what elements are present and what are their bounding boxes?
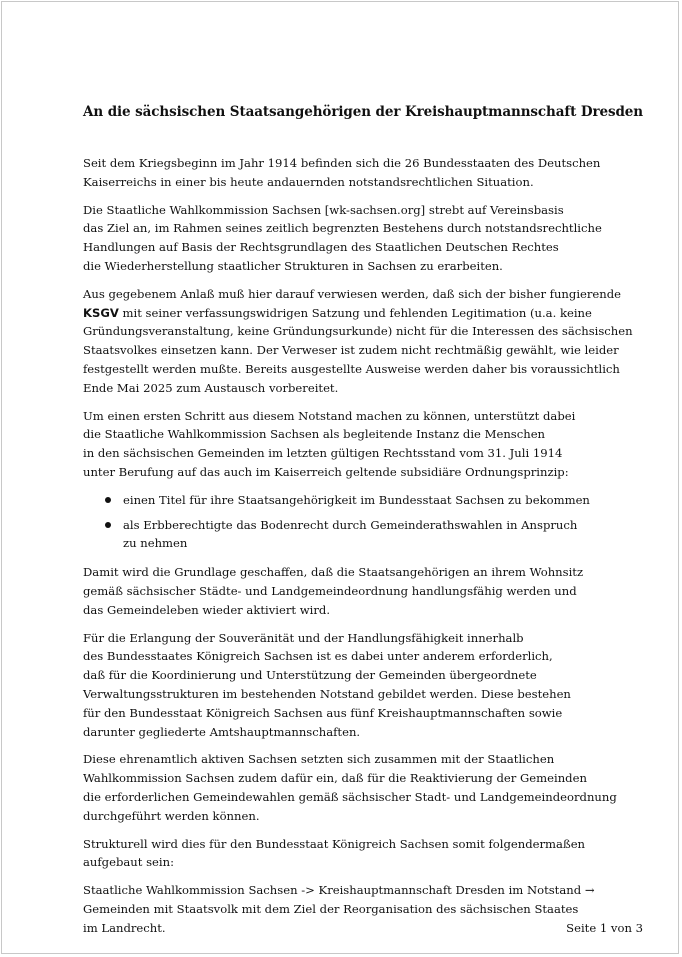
paragraph-7 xyxy=(83,750,643,825)
text-line: Strukturell wird dies für den Bundesstaat Königreich Sachsen somit folgendermaßen xyxy=(83,836,586,851)
text-line: Ende Mai 2025 zum Austausch vorbereitet. xyxy=(83,380,339,395)
text-line: darunter gegliederte Amtshauptmannschaften. xyxy=(83,724,361,739)
list-item xyxy=(83,516,643,554)
text-line: Gründungsveranstaltung, keine Gründungsurkunde) nicht für die Interessen des sächsischen xyxy=(83,324,633,339)
ksgv-abbreviation: KSGV xyxy=(83,305,119,320)
document-title: An die sächsischen Staatsangehörigen der Kreishauptmannschaft Dresden xyxy=(83,104,644,120)
text-line: Gemeinden mit Staatsvolk mit dem Ziel der Reorganisation des sächsischen Staates xyxy=(83,901,579,916)
text-line: Damit wird die Grundlage geschaffen, daß die Staatsangehörigen an ihrem Wohnsitz xyxy=(83,565,584,580)
text-line: durchgeführt werden können. xyxy=(83,808,260,823)
paragraph-3 xyxy=(83,285,643,398)
text-line: Um einen ersten Schritt aus diesem Notstand machen zu können, unterstützt dabei xyxy=(83,408,576,423)
paragraph-6 xyxy=(83,629,643,742)
bullet-icon xyxy=(105,522,111,528)
text-line: Wahlkommission Sachsen zudem dafür ein, daß für die Reaktivierung der Gemeinden xyxy=(83,771,587,786)
text-line: festgestellt werden mußte. Bereits ausgestellte Ausweise werden daher bis voraussichtlich xyxy=(83,361,620,376)
text-line: Staatliche Wahlkommission Sachsen -> Kreishauptmannschaft Dresden im Notstand → xyxy=(83,883,595,898)
text-line: des Bundesstaates Königreich Sachsen ist es dabei unter anderem erforderlich, xyxy=(83,649,553,664)
paragraph-1 xyxy=(83,154,643,192)
text-fragment: mit seiner verfassungswidrigen Satzung und fehlenden Legitimation (u.a. keine xyxy=(122,305,592,320)
page-number: Seite 1 von 3 xyxy=(566,920,643,935)
list-item xyxy=(83,491,643,510)
text-line: zu nehmen xyxy=(123,536,188,551)
paragraph-8 xyxy=(83,835,643,873)
paragraph-9 xyxy=(83,881,643,937)
text-line: einen Titel für ihre Staatsangehörigkeit im Bundesstaat Sachsen zu bekommen xyxy=(123,492,590,507)
text-line: gemäß sächsischer Städte- und Landgemeindeordnung handlungsfähig werden und xyxy=(83,583,577,598)
document-body xyxy=(83,104,643,946)
text-line: Für die Erlangung der Souveränität und der Handlungsfähigkeit innerhalb xyxy=(83,630,524,645)
text-line: das Ziel an, im Rahmen seines zeitlich begrenzten Bestehens durch notstandsrechtliche xyxy=(83,221,602,236)
text-line: für den Bundesstaat Königreich Sachsen aus fünf Kreishauptmannschaften sowie xyxy=(83,705,563,720)
text-line: unter Berufung auf das auch im Kaiserreich geltende subsidiäre Ordnungsprinzip: xyxy=(83,464,569,479)
text-line: im Landrecht. xyxy=(83,920,166,935)
text-line: als Erbberechtigte das Bodenrecht durch Gemeinderathswahlen in Anspruch xyxy=(123,517,578,532)
text-line: die Staatliche Wahlkommission Sachsen als begleitende Instanz die Menschen xyxy=(83,427,546,442)
text-line: die erforderlichen Gemeindewahlen gemäß sächsischer Stadt- und Landgemeindeordnung xyxy=(83,789,617,804)
text-line: daß für die Koordinierung und Unterstützung der Gemeinden übergeordnete xyxy=(83,668,537,683)
text-line: Diese ehrenamtlich aktiven Sachsen setzten sich zusammen mit der Staatlichen xyxy=(83,752,555,767)
text-line: Staatsvolkes einsetzen kann. Der Verweser ist zudem nicht rechtmäßig gewählt, wie leider xyxy=(83,343,619,358)
text-line: Verwaltungsstrukturen im bestehenden Notstand gebildet werden. Diese bestehen xyxy=(83,686,571,701)
text-line: in den sächsischen Gemeinden im letzten gültigen Rechtsstand vom 31. Juli 1914 xyxy=(83,446,563,461)
text-line: Aus gegebenem Anlaß muß hier darauf verwiesen werden, daß sich der bisher fungierende xyxy=(83,286,622,301)
text-line xyxy=(83,304,643,323)
paragraph-5 xyxy=(83,563,643,619)
text-line: Die Staatliche Wahlkommission Sachsen [wk-sachsen.org] strebt auf Vereinsbasis xyxy=(83,202,564,217)
text-line: das Gemeindeleben wieder aktiviert wird. xyxy=(83,602,331,617)
text-line: die Wiederherstellung staatlicher Strukturen in Sachsen zu erarbeiten. xyxy=(83,258,503,273)
text-line: Seit dem Kriegsbeginn im Jahr 1914 befinden sich die 26 Bundesstaaten des Deutschen xyxy=(83,156,601,170)
bullet-icon xyxy=(105,497,111,503)
paragraph-2 xyxy=(83,201,643,276)
text-line: Handlungen auf Basis der Rechtsgrundlagen des Staatlichen Deutschen Rechtes xyxy=(83,240,559,255)
text-line: aufgebaut sein: xyxy=(83,855,174,870)
text-line: Kaiserreichs in einer bis heute andauernden notstandsrechtlichen Situation. xyxy=(83,174,534,189)
paragraph-4 xyxy=(83,407,643,482)
bullet-list xyxy=(83,491,643,553)
